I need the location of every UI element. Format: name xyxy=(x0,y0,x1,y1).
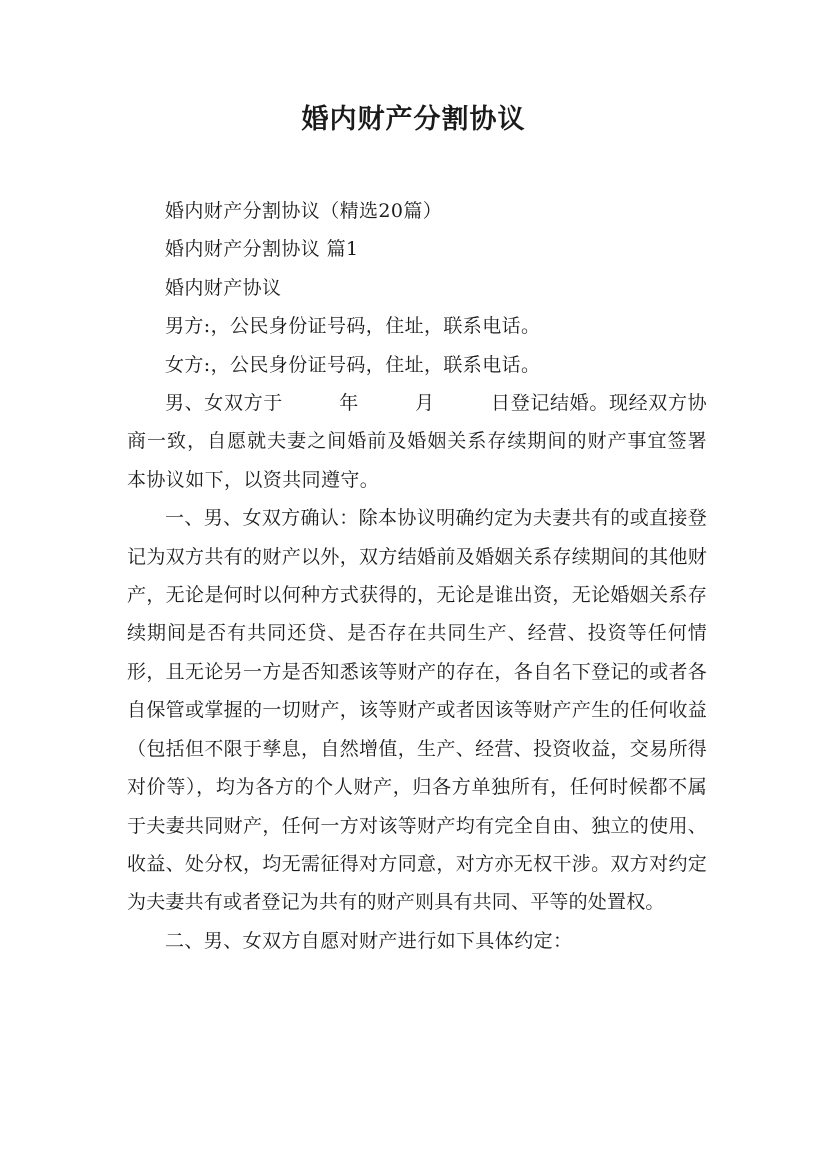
month-label: 月 xyxy=(414,392,435,415)
paragraph-male-party: 男方:，公民身份证号码，住址，联系电话。 xyxy=(165,315,541,338)
document-body xyxy=(127,192,707,960)
registration-prefix: 男、女双方于 xyxy=(165,392,283,415)
paragraph-subtitle: 婚内财产分割协议（精选20篇） xyxy=(165,200,443,222)
paragraph-marriage-registration xyxy=(127,384,707,499)
document-title: 婚内财产分割协议 xyxy=(301,104,526,135)
registration-rest: 日登记结婚。现经双方协商一致，自愿就夫妻之间婚前及婚姻关系存续期间的财产事宜签署本协议如下，以资共同遵守。 xyxy=(127,392,707,491)
paragraph-clause-one: 一、男、女双方确认：除本协议明确约定为夫妻共有的或直接登记为双方共有的财产以外，双方结婚前及婚姻关系存续期间的其他财产，无论是何时以何种方式获得的，无论是谁出资，无论婚姻关系存续期间是否有共同还贷、是否存在共同生产、经营、投资等任何情形，且无论另一方是否知悉该等财产的存在，各自名下登记的或者各自保管或掌握的一切财产，该等财产或者因该等财产产生的任何收益（包括但不限于孳息，自然增值，生产、经营、投资收益，交易所得对价等），均为各方的个人财产，归各方单独所有，任何时候都不属于夫妻共同财产，任何一方对该等财产均有完全自由、独立的使用、收益、处分权，均无需征得对方同意，对方亦无权干涉。双方对约定为夫妻共有或者登记为共有的财产则具有共同、平等的处置权。 xyxy=(127,507,707,914)
paragraph-section-heading: 婚内财产分割协议 篇1 xyxy=(165,238,359,261)
paragraph-agreement-name: 婚内财产协议 xyxy=(165,276,282,299)
paragraph-clause-two: 二、男、女双方自愿对财产进行如下具体约定： xyxy=(165,929,573,952)
paragraph-female-party: 女方:，公民身份证号码，住址，联系电话。 xyxy=(165,353,541,376)
year-label: 年 xyxy=(338,392,359,415)
